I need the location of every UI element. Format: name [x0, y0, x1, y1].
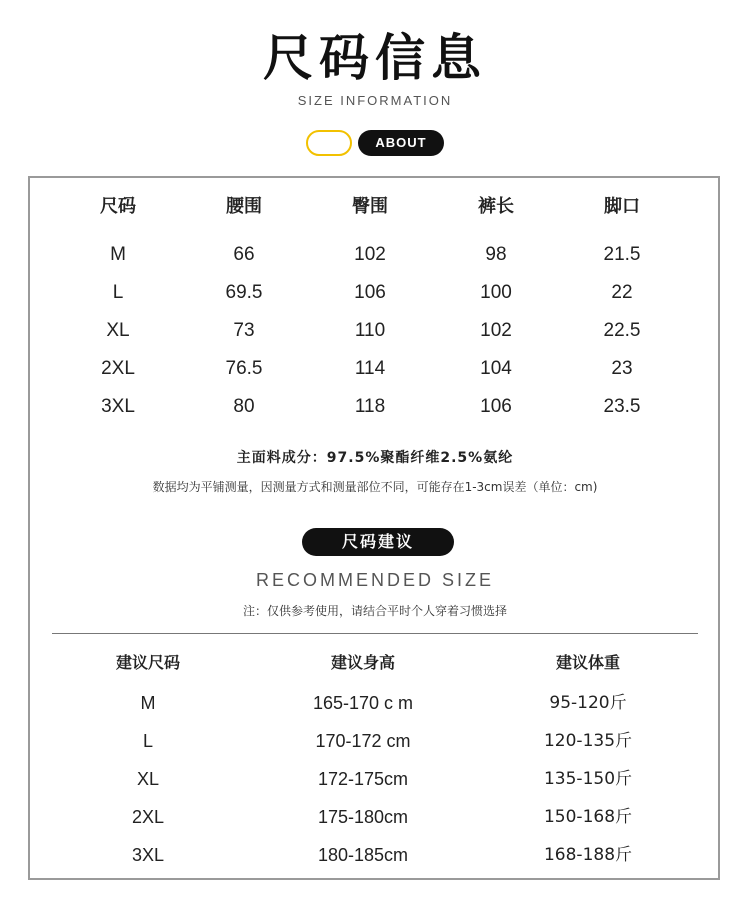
- table-row: [55, 274, 685, 312]
- size-table-header: [55, 192, 685, 222]
- column-header-recommended-weight: 建议体重: [555, 653, 620, 672]
- about-badge: ABOUT: [358, 130, 444, 156]
- weight-cell: 95-120斤: [549, 693, 627, 713]
- weight-cell: 150-168斤: [543, 807, 633, 827]
- hem-cell: 21.5: [603, 244, 641, 265]
- size-cell: XL: [136, 769, 160, 789]
- table-row: [55, 312, 685, 350]
- page-subtitle: SIZE INFORMATION: [297, 93, 453, 108]
- hem-cell: 22.5: [603, 320, 641, 341]
- size-cell: M: [110, 244, 126, 265]
- hem-cell: 23: [611, 358, 633, 379]
- column-header-waist: 腰围: [226, 196, 262, 217]
- waist-cell: 73: [233, 320, 255, 341]
- height-cell: 180-185cm: [317, 845, 409, 865]
- column-header-hem: 脚口: [604, 196, 640, 217]
- size-cell: L: [142, 731, 153, 751]
- size-cell: XL: [106, 320, 130, 341]
- waist-cell: 66: [233, 244, 255, 265]
- size-cell: 3XL: [101, 396, 135, 417]
- material-note: 主面料成分：97.5%聚酯纤维2.5%氨纶: [236, 450, 514, 466]
- hem-cell: 23.5: [603, 396, 641, 417]
- table-row: [58, 836, 688, 874]
- size-cell: 3XL: [131, 845, 165, 865]
- length-cell: 104: [480, 358, 512, 379]
- hem-cell: 22: [611, 282, 633, 303]
- table-row: [58, 722, 688, 760]
- recommend-note: 注：仅供参考使用，请结合平时个人穿着习惯选择: [242, 604, 507, 618]
- recommend-table: [58, 648, 688, 874]
- hip-cell: 110: [354, 320, 386, 341]
- weight-cell: 135-150斤: [543, 769, 633, 789]
- column-header-size: 尺码: [100, 196, 136, 217]
- size-cell: 2XL: [101, 358, 135, 379]
- table-row: [58, 684, 688, 722]
- table-row: [55, 236, 685, 274]
- height-cell: 165-170 c m: [312, 693, 414, 713]
- section-divider: [52, 633, 698, 634]
- hip-cell: 118: [354, 396, 386, 417]
- hip-cell: 102: [354, 244, 386, 265]
- length-cell: 98: [485, 244, 507, 265]
- length-cell: 100: [480, 282, 512, 303]
- height-cell: 170-172 cm: [315, 731, 411, 751]
- column-header-recommended-height: 建议身高: [330, 653, 395, 672]
- weight-cell: 168-188斤: [543, 845, 633, 865]
- table-row: [55, 388, 685, 426]
- hip-cell: 114: [354, 358, 386, 379]
- recommended-size-heading: RECOMMENDED SIZE: [255, 570, 494, 590]
- recommend-table-header: [58, 648, 688, 678]
- table-row: [58, 798, 688, 836]
- recommend-size-badge: 尺码建议: [302, 528, 454, 556]
- hip-cell: 106: [354, 282, 386, 303]
- waist-cell: 76.5: [225, 358, 263, 379]
- length-cell: 102: [480, 320, 512, 341]
- yellow-pill-decoration: [306, 130, 352, 156]
- size-cell: M: [140, 693, 156, 713]
- column-header-length: 裤长: [478, 196, 514, 217]
- height-cell: 172-175cm: [317, 769, 409, 789]
- measurement-note: 数据均为平铺测量，因测量方式和测量部位不同，可能存在1-3cm误差（单位：cm): [152, 480, 598, 494]
- table-row: [55, 350, 685, 388]
- weight-cell: 120-135斤: [543, 731, 633, 751]
- page-title: 尺码信息: [263, 29, 487, 87]
- size-cell: L: [112, 282, 124, 303]
- height-cell: 175-180cm: [317, 807, 409, 827]
- size-table: [55, 192, 685, 426]
- length-cell: 106: [480, 396, 512, 417]
- waist-cell: 69.5: [225, 282, 263, 303]
- column-header-hip: 臀围: [352, 196, 388, 217]
- table-row: [58, 760, 688, 798]
- waist-cell: 80: [233, 396, 255, 417]
- column-header-recommended-size: 建议尺码: [115, 653, 180, 672]
- size-cell: 2XL: [131, 807, 165, 827]
